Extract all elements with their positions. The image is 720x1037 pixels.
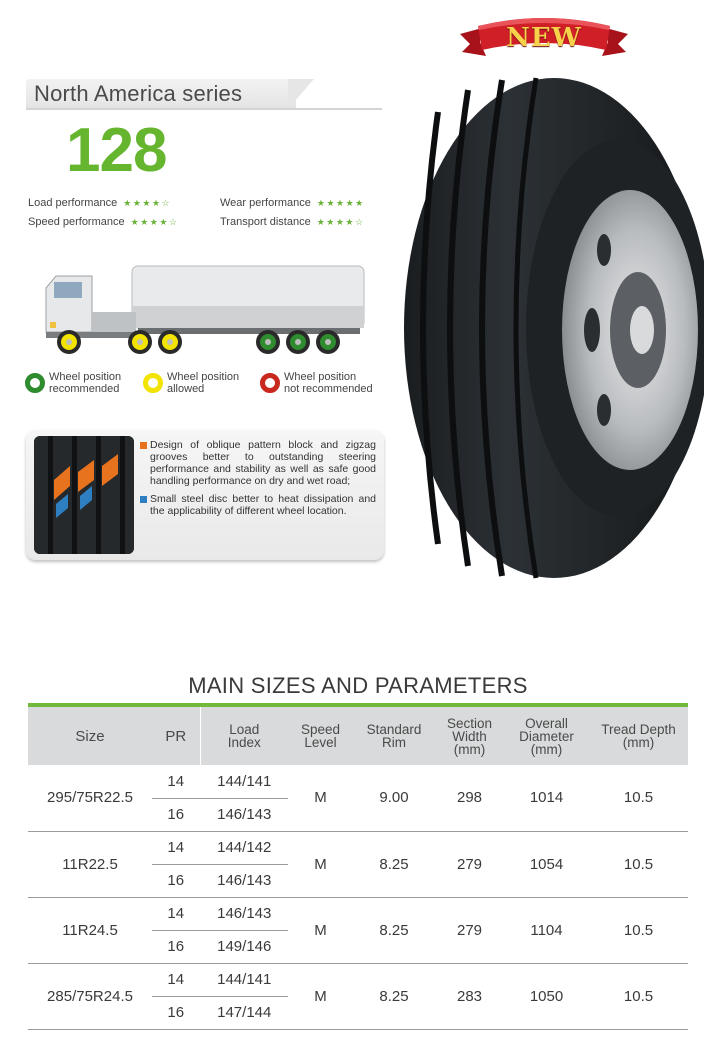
cell-pr: 14: [152, 963, 200, 996]
cell-diameter: 1054: [504, 831, 589, 897]
legend-line: allowed: [167, 383, 205, 395]
series-tab: [26, 79, 382, 109]
cell-pr: 14: [152, 897, 200, 930]
wheel-recommended: [316, 330, 340, 354]
legend-line: recommended: [49, 383, 120, 395]
parameters-table: [28, 707, 688, 1030]
feature-point: [140, 439, 376, 487]
cell-pr: 14: [152, 831, 200, 864]
header-line: Index: [227, 735, 261, 750]
new-badge: [460, 12, 628, 62]
header-line: Tread Depth: [601, 722, 676, 737]
cell-depth: 10.5: [589, 831, 688, 897]
cell-size: 295/75R22.5: [28, 765, 152, 831]
cell-pr: 16: [152, 930, 200, 963]
legend-line: Wheel position: [49, 371, 122, 383]
header-section-width: [435, 707, 504, 765]
cell-load-index: 147/144: [200, 996, 288, 1029]
header-line: Section: [446, 715, 493, 731]
header-speed-level: [288, 707, 353, 765]
feature-text: Small steel disc better to heat dissipation and the applicability of different wheel location.: [150, 493, 376, 517]
yellow-ring-icon: [143, 373, 163, 393]
legend-allowed: [143, 371, 253, 399]
legend-line: Wheel position: [167, 371, 240, 383]
legend-line: not recommended: [284, 383, 373, 395]
cell-load-index: 149/146: [200, 930, 288, 963]
rating-stars: ★★★★☆: [130, 217, 179, 227]
header-size: Size: [28, 707, 152, 765]
cell-size: 11R24.5: [28, 897, 152, 963]
header-load-index: [200, 707, 288, 765]
cell-width: 279: [435, 831, 504, 897]
header-overall-diameter: [504, 707, 589, 765]
orange-square-icon: [140, 442, 147, 449]
performance-label: Wear performance: [220, 197, 311, 209]
header-line: Overall: [525, 715, 568, 731]
header-line: Load: [229, 722, 260, 737]
table-header-row: [28, 707, 688, 765]
cell-size: 11R22.5: [28, 831, 152, 897]
series-title: North America series: [34, 81, 243, 106]
speed-performance: [28, 216, 178, 228]
table-row: [28, 963, 688, 996]
feature-text: Design of oblique pattern block and zigzag grooves better to outstanding steering performance and stability as well as safe good handling performance on dry and wet road;: [150, 439, 376, 487]
blue-square-icon: [140, 496, 147, 503]
model-number: 128: [66, 116, 167, 185]
header-line: Level: [304, 735, 337, 750]
cell-load-index: 146/143: [200, 864, 288, 897]
legend-not-recommended: [260, 371, 385, 399]
feature-box: [26, 430, 384, 560]
cell-speed: M: [288, 831, 353, 897]
cell-pr: 14: [152, 765, 200, 798]
cell-depth: 10.5: [589, 765, 688, 831]
cell-width: 298: [435, 765, 504, 831]
cell-rim: 8.25: [353, 897, 435, 963]
cell-size: 285/75R24.5: [28, 963, 152, 1029]
header-line: Standard: [366, 722, 422, 737]
header-line: Diameter: [519, 728, 574, 744]
cell-pr: 16: [152, 996, 200, 1029]
new-badge-text: NEW: [506, 23, 582, 53]
header-line: Rim: [382, 735, 406, 750]
wear-performance: [220, 197, 365, 209]
wheel-recommended: [286, 330, 310, 354]
cell-diameter: 1014: [504, 765, 589, 831]
transport-distance: [220, 216, 365, 228]
table-title: MAIN SIZES AND PARAMETERS: [188, 673, 528, 698]
table-row: [28, 765, 688, 798]
green-ring-icon: [25, 373, 45, 393]
header-line: Width: [452, 728, 487, 744]
performance-label: Transport distance: [220, 216, 311, 228]
cell-load-index: 144/141: [200, 765, 288, 798]
cell-pr: 16: [152, 798, 200, 831]
performance-label: Speed performance: [28, 216, 125, 228]
cell-rim: 8.25: [353, 831, 435, 897]
wheel-allowed: [128, 330, 152, 354]
header-line: (mm): [530, 741, 563, 757]
cell-rim: 8.25: [353, 963, 435, 1029]
wheel-allowed: [158, 330, 182, 354]
cell-width: 279: [435, 897, 504, 963]
header-line: (mm): [622, 735, 655, 750]
cell-diameter: 1050: [504, 963, 589, 1029]
cell-rim: 9.00: [353, 765, 435, 831]
tire-image: [398, 72, 704, 584]
cell-load-index: 144/142: [200, 831, 288, 864]
cell-pr: 16: [152, 864, 200, 897]
rating-stars: ★★★★☆: [316, 217, 365, 227]
rating-stars: ★★★★★: [316, 198, 365, 208]
cell-width: 283: [435, 963, 504, 1029]
header-pr: PR: [152, 707, 200, 765]
header-line: Speed: [300, 722, 341, 737]
performance-label: Load performance: [28, 197, 118, 209]
tread-closeup-image: [34, 436, 134, 554]
wheel-allowed: [57, 330, 81, 354]
table-row: [28, 897, 688, 930]
truck-illustration: [42, 262, 367, 358]
header-tread-depth: [589, 707, 688, 765]
legend-recommended: [25, 371, 145, 399]
table-row: [28, 831, 688, 864]
cell-speed: M: [288, 765, 353, 831]
cell-load-index: 144/141: [200, 963, 288, 996]
feature-point: [140, 493, 376, 517]
load-performance: [28, 197, 171, 209]
cell-diameter: 1104: [504, 897, 589, 963]
cell-depth: 10.5: [589, 963, 688, 1029]
cell-depth: 10.5: [589, 897, 688, 963]
legend-line: Wheel position: [284, 371, 357, 383]
header-standard-rim: [353, 707, 435, 765]
rating-stars: ★★★★☆: [123, 198, 172, 208]
cell-load-index: 146/143: [200, 798, 288, 831]
cell-speed: M: [288, 963, 353, 1029]
cell-load-index: 146/143: [200, 897, 288, 930]
wheel-recommended: [256, 330, 280, 354]
header-line: (mm): [453, 741, 486, 757]
cell-speed: M: [288, 897, 353, 963]
red-ring-icon: [260, 373, 280, 393]
